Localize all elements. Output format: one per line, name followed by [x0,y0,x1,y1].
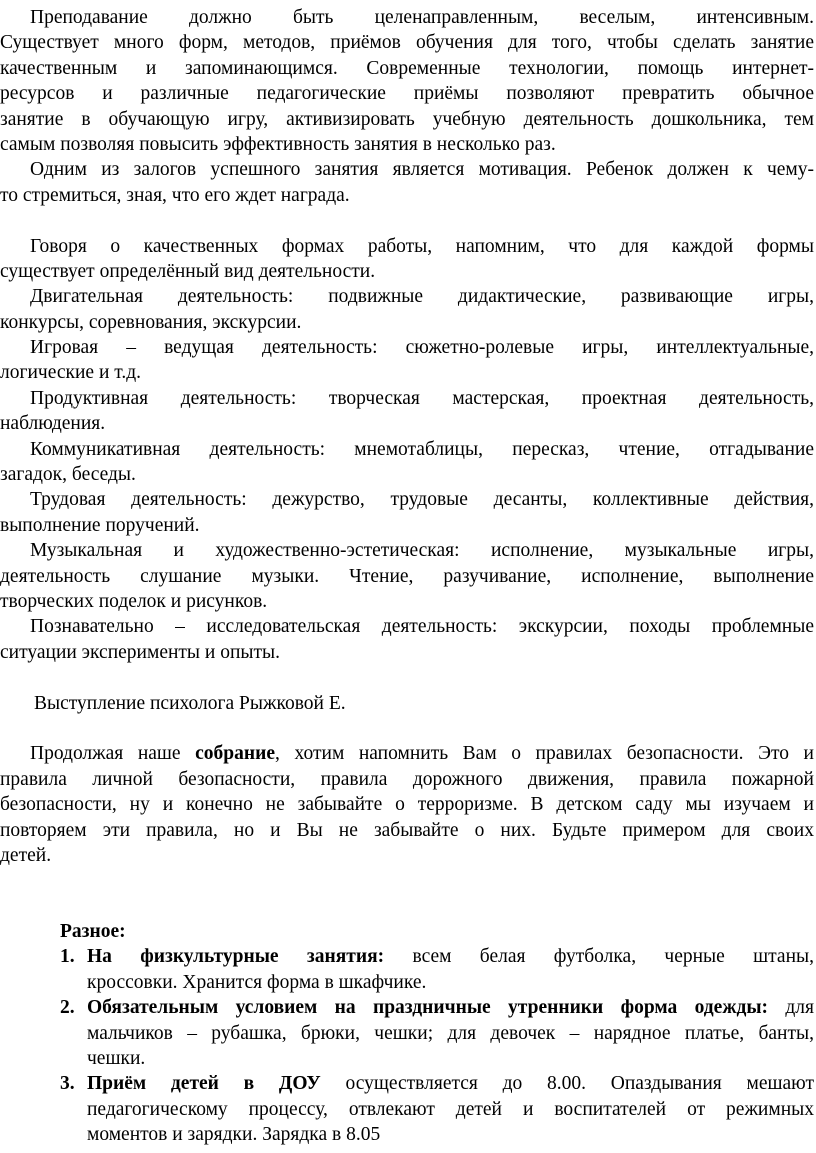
text-line [0,818,814,843]
text-line [0,183,814,208]
text-line [0,792,814,817]
text-line [0,919,814,944]
text-segment: самым позволяя повысить эффективность занятия в несколько раз. [0,133,556,155]
text-line [0,843,814,868]
text-line [0,310,814,335]
blank-line [0,665,814,690]
text-line [0,691,814,716]
text-segment: Выступление психолога Рыжковой Е. [34,692,346,714]
text-segment: чешки. [87,1048,146,1070]
text-segment: деятельность слушание музыки. Чтение, разучивание, исполнение, выполнение [0,565,814,587]
text-line [0,589,814,614]
text-segment: загадок, беседы. [0,464,136,486]
text-line [0,1071,814,1096]
text-line [0,107,814,132]
text-segment: Трудовая деятельность: дежурство, трудовые десанты, коллективные действия, [30,489,814,511]
text-line [0,944,814,969]
text-line [0,767,814,792]
text-line [0,132,814,157]
text-segment: ресурсов и различные педагогические приёмы позволяют превратить обычное [0,83,814,105]
text-line [0,538,814,563]
text-segment: конкурсы, соревнования, экскурсии. [0,311,302,333]
text-segment: то стремиться, зная, что его ждет награда. [0,184,350,206]
text-segment: Познавательно – исследовательская деятельность: экскурсии, походы проблемные [30,616,814,638]
text-line [0,411,814,436]
text-segment: занятие в обучающую игру, активизировать учебную деятельность дошкольника, тем [0,108,814,130]
bold-text: На физкультурные занятия: [87,946,385,968]
text-line [0,5,814,30]
text-segment: педагогическому процессу, отвлекают детей и воспитателей от режимных [87,1098,814,1120]
text-segment: ситуации эксперименты и опыты. [0,641,280,663]
text-line [0,284,814,309]
text-segment: качественным и запоминающимся. Современные технологии, помощь интернет- [0,57,814,79]
text-segment: Одним из залогов успешного занятия является мотивация. Ребенок должен к чему- [30,159,814,181]
text-line [0,30,814,55]
text-line [0,1046,814,1071]
text-line [0,640,814,665]
text-segment: существует определённый вид деятельности. [0,260,376,282]
text-segment: кроссовки. Хранится форма в шкафчике. [87,971,427,993]
text-line [0,1021,814,1046]
text-line [0,157,814,182]
text-line [0,741,814,766]
text-segment: Существует много форм, методов, приёмов обучения для того, чтобы сделать занятие [0,32,814,54]
text-line [0,487,814,512]
text-segment: безопасности, ну и конечно не забывайте о терроризме. В детском саду мы изучаем и [0,794,814,816]
text-line [0,81,814,106]
text-line [0,360,814,385]
text-line [0,234,814,259]
text-segment: мальчиков – рубашка, брюки, чешки; для девочек – нарядное платье, банты, [87,1022,814,1044]
text-segment: Двигательная деятельность: подвижные дидактические, развивающие игры, [30,286,814,308]
text-line [0,564,814,589]
text-line [0,386,814,411]
text-line [0,437,814,462]
text-segment: Говоря о качественных формах работы, напомним, что для каждой формы [30,235,814,257]
list-number: 1. [60,946,75,968]
text-segment: моментов и зарядки. Зарядка в 8.05 [87,1124,381,1146]
text-segment: , хотим напомнить Вам о правилах безопасности. Это и [275,743,814,765]
text-segment: Преподавание должно быть целенаправленным, веселым, интенсивным. [30,7,814,28]
text-segment: для [768,997,814,1019]
text-line [0,614,814,639]
document-page [0,5,814,1148]
text-segment: всем белая футболка, черные штаны, [384,946,814,968]
text-line [0,56,814,81]
text-segment: Коммуникативная деятельность: мнемотаблицы, пересказ, чтение, отгадывание [30,438,814,460]
text-line [0,462,814,487]
text-line [0,1122,814,1147]
bold-text: собрание [195,743,276,765]
blank-line [0,868,814,893]
text-segment: повторяем эти правила, но и Вы не забывайте о них. Будьте примером для своих [0,819,814,841]
list-number: 3. [60,1073,75,1095]
blank-line [0,894,814,919]
text-line [0,335,814,360]
text-line [0,995,814,1020]
text-segment: осуществляется до 8.00. Опаздывания мешают [320,1073,814,1095]
text-segment: Музыкальная и художественно-эстетическая: исполнение, музыкальные игры, [30,540,814,562]
text-line [0,513,814,538]
bold-text: Разное: [60,921,126,943]
text-segment: логические и т.д. [0,362,141,384]
list-number: 2. [60,997,75,1019]
text-segment: выполнение поручений. [0,514,200,536]
text-segment: детей. [0,844,52,866]
text-segment: Игровая – ведущая деятельность: сюжетно-ролевые игры, интеллектуальные, [30,337,814,359]
text-line [0,970,814,995]
blank-line [0,716,814,741]
text-segment: правила личной безопасности, правила дорожного движения, правила пожарной [0,768,814,790]
text-line [0,259,814,284]
text-segment: Продолжая наше [30,743,196,765]
blank-line [0,208,814,233]
text-segment: творческих поделок и рисунков. [0,590,268,612]
text-segment: наблюдения. [0,413,106,435]
bold-text: Обязательным условием на праздничные утренники форма одежды: [87,997,769,1019]
text-segment: Продуктивная деятельность: творческая мастерская, проектная деятельность, [30,387,814,409]
bold-text: Приём детей в ДОУ [87,1073,321,1095]
text-line [0,1097,814,1122]
